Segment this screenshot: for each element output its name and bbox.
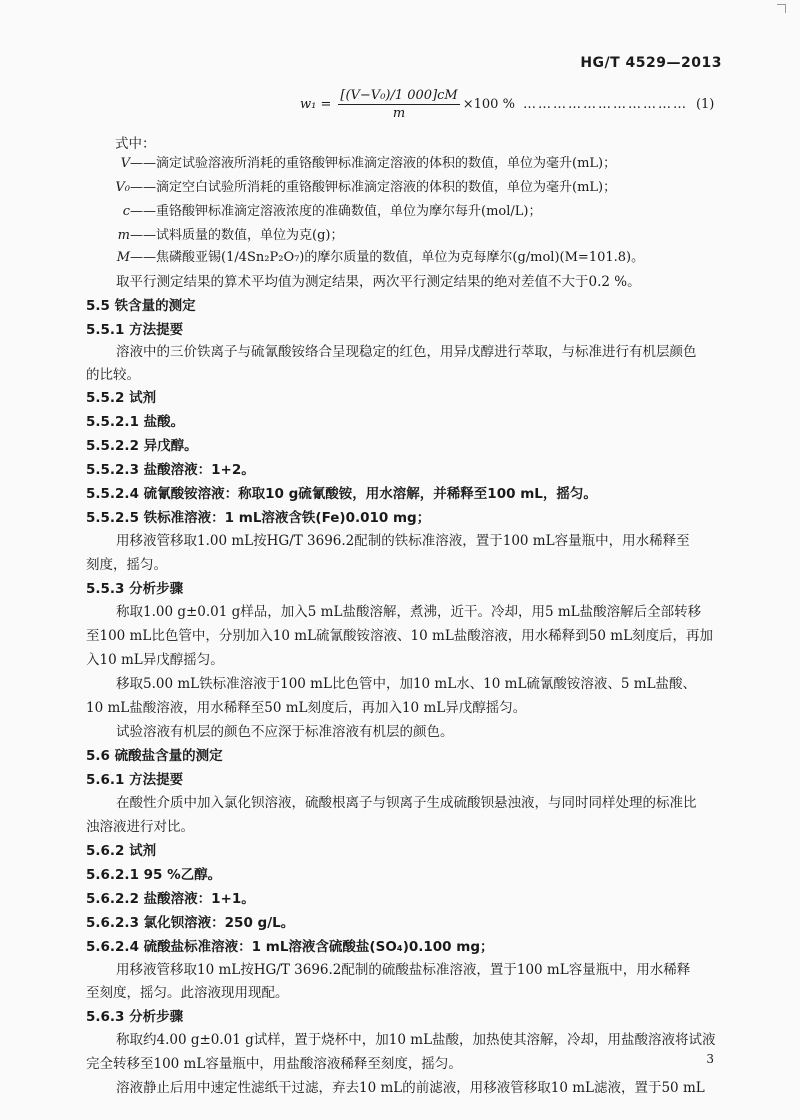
paragraph-line: 至刻度，摇匀。此溶液现用现配。 xyxy=(86,985,289,1001)
definition-row xyxy=(108,224,343,243)
paragraph-line: 至100 mL比色管中，分别加入10 mL硫氰酸铵溶液、10 mL盐酸溶液，用水稀释到50 mL刻度后，再加 xyxy=(86,628,714,644)
formula-numerator: [(V−V₀)/1 000]cM xyxy=(340,88,458,103)
standard-number: HG/T 4529—2013 xyxy=(580,55,722,71)
definition-symbol: M xyxy=(116,250,130,265)
paragraph-line: 用移液管移取10 mL按HG/T 3696.2配制的硫酸盐标准溶液，置于100 mL容量瓶中，用水稀释 xyxy=(116,962,691,978)
page-number: 3 xyxy=(706,1052,714,1066)
definition-text: ——重铬酸钾标准滴定溶液浓度的准确数值，单位为摩尔每升(mol/L)； xyxy=(130,204,542,219)
section-heading: 5.6.2 试剂 xyxy=(86,843,157,859)
paragraph-line: 取平行测定结果的算术平均值为测定结果，两次平行测定结果的绝对差值不大于0.2 %。 xyxy=(116,274,641,290)
paragraph-line: 在酸性介质中加入氯化钡溶液，硫酸根离子与钡离子生成硫酸钡悬浊液，与同时同样处理的标准比 xyxy=(116,795,697,811)
section-heading: 5.5.2.3 盐酸溶液：1+2。 xyxy=(86,462,255,478)
section-heading: 5.6.2.1 95 %乙醇。 xyxy=(86,867,222,883)
paragraph-line: 浊溶液进行对比。 xyxy=(86,819,194,835)
formula-dots: …………………………… xyxy=(522,97,688,112)
definition-symbol: m xyxy=(117,228,130,243)
definition-text: ——滴定空白试验所消耗的重铬酸钾标准滴定溶液的体积的数值，单位为毫升(mL)； xyxy=(130,180,617,195)
definition-row xyxy=(108,246,644,265)
section-heading: 5.6 硫酸盐含量的测定 xyxy=(86,748,223,764)
paragraph-line: 称取1.00 g±0.01 g样品，加入5 mL盐酸溶解，煮沸，近干。冷却，用5 mL盐酸溶解后全部转移 xyxy=(116,604,702,620)
page-corner-mark xyxy=(777,4,786,13)
definition-symbol: V₀ xyxy=(115,180,130,195)
definition-row xyxy=(108,176,616,195)
section-heading: 5.5.2.2 异戊醇。 xyxy=(86,438,198,454)
paragraph-line: 用移液管移取1.00 mL按HG/T 3696.2配制的铁标准溶液，置于100 mL容量瓶中，用水稀释至 xyxy=(116,533,690,549)
definition-text: ——滴定试验溶液所消耗的重铬酸钾标准滴定溶液的体积的数值，单位为毫升(mL)； xyxy=(130,156,617,171)
formula-denominator: m xyxy=(392,106,406,121)
section-heading: 5.5.2 试剂 xyxy=(86,390,157,406)
section-heading: 5.6.2.2 盐酸溶液：1+1。 xyxy=(86,891,255,907)
paragraph-line: 溶液中的三价铁离子与硫氰酸铵络合呈现稳定的红色，用异戊醇进行萃取，与标准进行有机层颜色 xyxy=(116,344,697,360)
section-heading: 5.5.1 方法提要 xyxy=(86,322,184,338)
paragraph-line: 试验溶液有机层的颜色不应深于标准溶液有机层的颜色。 xyxy=(116,724,454,740)
formula-fraction xyxy=(338,88,459,121)
definition-row xyxy=(108,200,541,219)
section-heading: 5.5.2.4 硫氰酸铵溶液：称取10 g硫氰酸铵，用水溶解，并稀释至100 mL，摇匀。 xyxy=(86,486,597,502)
section-heading: 5.6.2.4 硫酸盐标准溶液：1 mL溶液含硫酸盐(SO₄)0.100 mg； xyxy=(86,939,494,955)
definition-symbol: V xyxy=(120,156,130,171)
formula-1 xyxy=(300,88,714,121)
section-heading: 5.6.3 分析步骤 xyxy=(86,1009,184,1025)
section-heading: 5.5.2.5 铁标准溶液：1 mL溶液含铁(Fe)0.010 mg； xyxy=(86,510,431,526)
where-label: 式中： xyxy=(115,136,156,152)
definition-symbol: c xyxy=(122,204,130,219)
paragraph-line: 溶液静止后用中速定性滤纸干过滤，弃去10 mL的前滤液，用移液管移取10 mL滤液，置于50 mL xyxy=(116,1080,705,1096)
definition-row xyxy=(108,152,616,171)
definition-text: ——焦磷酸亚锡(1/4Sn₂P₂O₇)的摩尔质量的数值，单位为克每摩尔(g/mol)(M=101.8)。 xyxy=(130,250,645,265)
section-heading: 5.6.2.3 氯化钡溶液：250 g/L。 xyxy=(86,915,295,931)
formula-lhs: w₁ = xyxy=(300,97,332,112)
paragraph-line: 刻度，摇匀。 xyxy=(86,557,167,573)
paragraph-line: 移取5.00 mL铁标准溶液于100 mL比色管中，加10 mL水、10 mL硫氰酸铵溶液、5 mL盐酸、 xyxy=(116,676,697,692)
paragraph-line: 的比较。 xyxy=(86,367,140,383)
equation-number: (1) xyxy=(695,97,715,112)
paragraph-line: 10 mL盐酸溶液，用水稀释至50 mL刻度后，再加入10 mL异戊醇摇匀。 xyxy=(86,700,527,716)
formula-tail: ×100 % xyxy=(462,97,515,112)
paragraph-line: 称取约4.00 g±0.01 g试样，置于烧杯中，加10 mL盐酸，加热使其溶解，冷却，用盐酸溶液将试液 xyxy=(116,1032,716,1048)
paragraph-line: 入10 mL异戊醇摇匀。 xyxy=(86,652,224,668)
section-heading: 5.5.3 分析步骤 xyxy=(86,581,184,597)
section-heading: 5.6.1 方法提要 xyxy=(86,772,184,788)
paragraph-line: 完全转移至100 mL容量瓶中，用盐酸溶液稀释至刻度，摇匀。 xyxy=(86,1056,462,1072)
definition-text: ——试料质量的数值，单位为克(g)； xyxy=(130,228,344,243)
section-heading: 5.5.2.1 盐酸。 xyxy=(86,414,185,430)
section-heading: 5.5 铁含量的测定 xyxy=(86,298,196,314)
